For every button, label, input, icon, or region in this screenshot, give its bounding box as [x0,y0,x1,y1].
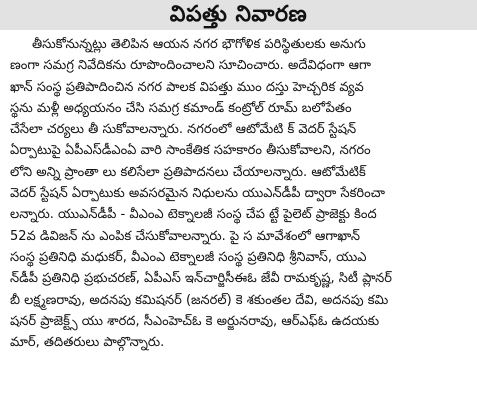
article-line: న్‌డీపీ ప్రతినిధి ప్రభుచరణ్, ఏపీఎస్ ఇన్‌చార్జిసీఈఓ జేవీ రామకృష్ణ, సిటీ ప్లానర్ [10,271,392,287]
article-line: ణంగా సమగ్ర నివేదికను రూపొందించాలని సూచించారు. అదేవిధంగా ఆగా [10,58,371,74]
article-line: 52వ డివిజన్ ను ఎంపిక చేసుకోవాలన్నారు. పై స మావేశంలో ఆగాఖాన్ [10,228,360,244]
article-line: ఏర్పాటుపై ఏపీఎస్‌డీఎంఏ వారి సాంకేతిక సహకారం తీసుకోవాలని, నగరం [10,143,371,159]
article-line: లోని అన్ని ప్రాంతా లు కలిసేలా ప్రతిపాదనలు చేయాలన్నారు. ఆటోమేటిక్ [10,164,366,180]
article-line: షనర్ ప్రాజెక్ట్స్ యు శారద, సీఎంహెచ్‌ఓ కె అర్జునరావు, ఆర్‌ఎఫ్‌ఓ ఉదయకు [10,313,380,329]
article-body [10,34,466,406]
article-line: వెదర్ స్టేషన్ ఏర్పాటుకు అవసరమైన నిధులను యుఎన్‌డీపీ ద్వారా సేకరించా [10,186,386,202]
article-line: తీసుకోనున్నట్లు తెలిపిన ఆయన నగర భౌగోళిక పరిస్థితులకు అనుగు [32,37,366,52]
article-line: ఖాన్ సంస్థ ప్రతిపాదించిన నగర పాలక విపత్తు ముం దస్తు హెచ్చరిక వ్యవ [10,79,364,95]
article-line: లన్నారు. యుఎన్‌డీపీ - వీఎంఎ టెక్నాలజీ సంస్థ చేప ట్టే పైలెట్ ప్రాజెక్టు కింద [10,207,377,223]
headline: విపత్తు నివారణ [169,2,308,27]
article-line: స్థను మళ్లీ అధ్యయనం చేసి సమగ్ర కమాండ్ కంట్రోల్ రూమ్ బలోపేతం [10,100,352,116]
article-line: చేసేలా చర్యలు తీ సుకోవాలన్నారు. నగరంలో ఆటోమేటి క్ వెదర్ స్టేషన్ [10,122,357,138]
article-line: మార్, తదితరులు పాల్గొన్నారు. [10,335,165,351]
article-line: బీ లక్ష్మణరావు, అదనపు కమిషనర్ (జనరల్) కె శకుంతల దేవి, అదనపు కమి [10,292,389,308]
headline-bar [0,0,477,30]
article-line: సంస్థ ప్రతినిధి మధుకర్, వీఎంఎ టెక్నాలజీ సంస్థ ప్రతినిధి శ్రీనివాస్, యుఎ [10,249,367,265]
